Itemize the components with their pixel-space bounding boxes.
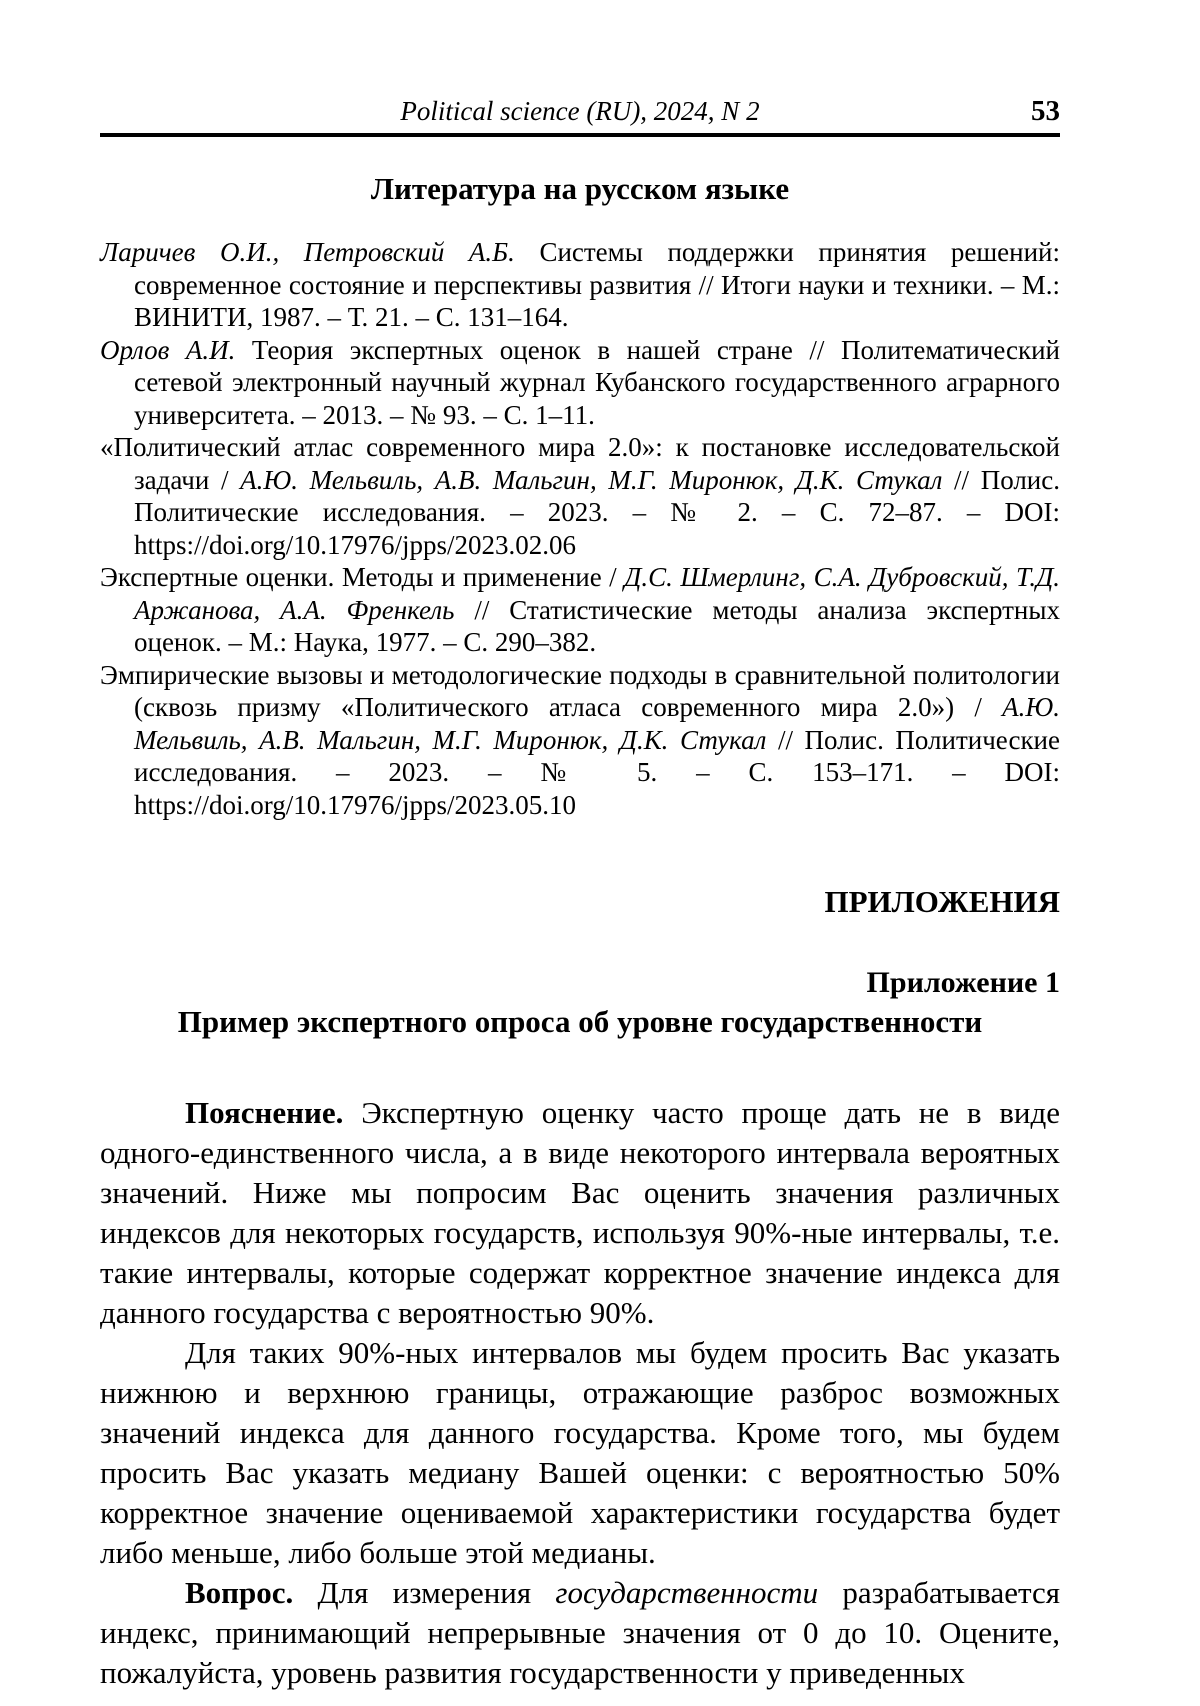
text-segment: Экспертную оценку часто проще дать не в виде одного-единственного числа, а в виде некоторого интервала вероятных значений. Ниже мы попросим Вас оценить значения различных индексов для некоторых государств, используя 90%-ные интервалы, т.е. такие интервалы, которые содержат корректное значение индекса для данного государства с вероятностью 90%. [100,1095,1060,1330]
appendix-1-title: Пример экспертного опроса об уровне государственности [177,1004,983,1039]
text-segment: Ларичев О.И., Петровский А.Б. [100,237,540,267]
text-segment: разрабатывается индекс, принимающий непрерывные значения от 0 до 10. Оцените, пожалуйста, уровень развития государственности у приведенных [100,1575,1060,1690]
text-segment: Экспертные оценки. Методы и применение / [100,562,625,592]
paragraph-explanation [100,1093,1060,1333]
text-segment: А.Ю. Мельвиль, А.В. Мальгин, М.Г. Миронюк, Д.К. Стукал [240,464,943,495]
bibliography-entry-orlov [100,334,1060,432]
bibliography-entry-empirical-challenges [100,659,1060,822]
paragraph-question [100,1573,1060,1693]
text-segment: // Полис. Политические исследования. – 2023. – № 5. – С. 153–171. – DOI: https://doi.org/10.17976/jpps/2023.05.10 [134,724,1060,820]
text-segment: Эмпирические вызовы и методологические подходы в сравнительной политологии (сквозь призму «Политического атласа современного мира 2.0») / [100,659,1060,722]
journal-title: Political science (RU), 2024, N 2 [400,96,760,126]
text-segment: // Полис. Политические исследования. – 2023. – № 2. – С. 72–87. – DOI: https://doi.org/10.17976/jpps/2023.02.06 [134,464,1060,560]
paragraph-intervals [100,1333,1060,1573]
appendix-1-label: Приложение 1 [866,966,1060,999]
bibliography-entry-larichev [100,236,1060,334]
text-segment: Системы поддержки принятия решений: современное состояние и перспективы развития // Итоги науки и техники. – М.: ВИНИТИ, 1987. – Т. 21. – С. 131–164. [134,237,1060,332]
text-segment: Д.С. Шмерлинг, С.А. Дубровский, Т.Д. Аржанова, А.А. Френкель [134,562,1060,625]
header-divider [100,133,1060,137]
page-number: 53 [1031,95,1060,127]
appendices-section-title: ПРИЛОЖЕНИЯ [824,884,1060,919]
text-segment: Для таких 90%-ных интервалов мы будем просить Вас указать нижнюю и верхнюю границы, отражающие разброс возможных значений индекса для данного государства. Кроме того, мы будем просить Вас указать медиану Вашей оценки: с вероятностью 50% корректное значение оцениваемой характеристики государства будет либо меньше, либо больше этой медианы. [100,1335,1060,1570]
page-header [100,96,1060,128]
text-segment: государственности [555,1575,819,1610]
text-segment: Теория экспертных оценок в нашей стране // Политематический сетевой электронный научный журнал Кубанского государственного аграрного университета. – 2013. – № 93. – С. 1–11. [134,334,1060,430]
text-segment: Вопрос. [185,1575,318,1610]
text-segment: А.Ю. Мельвиль, А.В. Мальгин, М.Г. Миронюк, Д.К. Стукал [134,692,1060,755]
literature-section-title: Литература на русском языке [370,171,790,206]
text-segment: Для измерения [317,1575,556,1610]
appendix-body [100,1093,1060,1693]
text-segment: Пояснение. [185,1095,362,1130]
bibliography-entry-expert-estimates [100,561,1060,659]
bibliography-entry-political-atlas [100,431,1060,561]
bibliography-list [100,236,1060,821]
text-segment: «Политический атлас современного мира 2.0»: к постановке исследовательской задачи / [100,432,1060,495]
text-segment: Орлов А.И. [100,334,252,365]
text-segment: // Статистические методы анализа экспертных оценок. – М.: Наука, 1977. – С. 290–382. [134,594,1060,657]
